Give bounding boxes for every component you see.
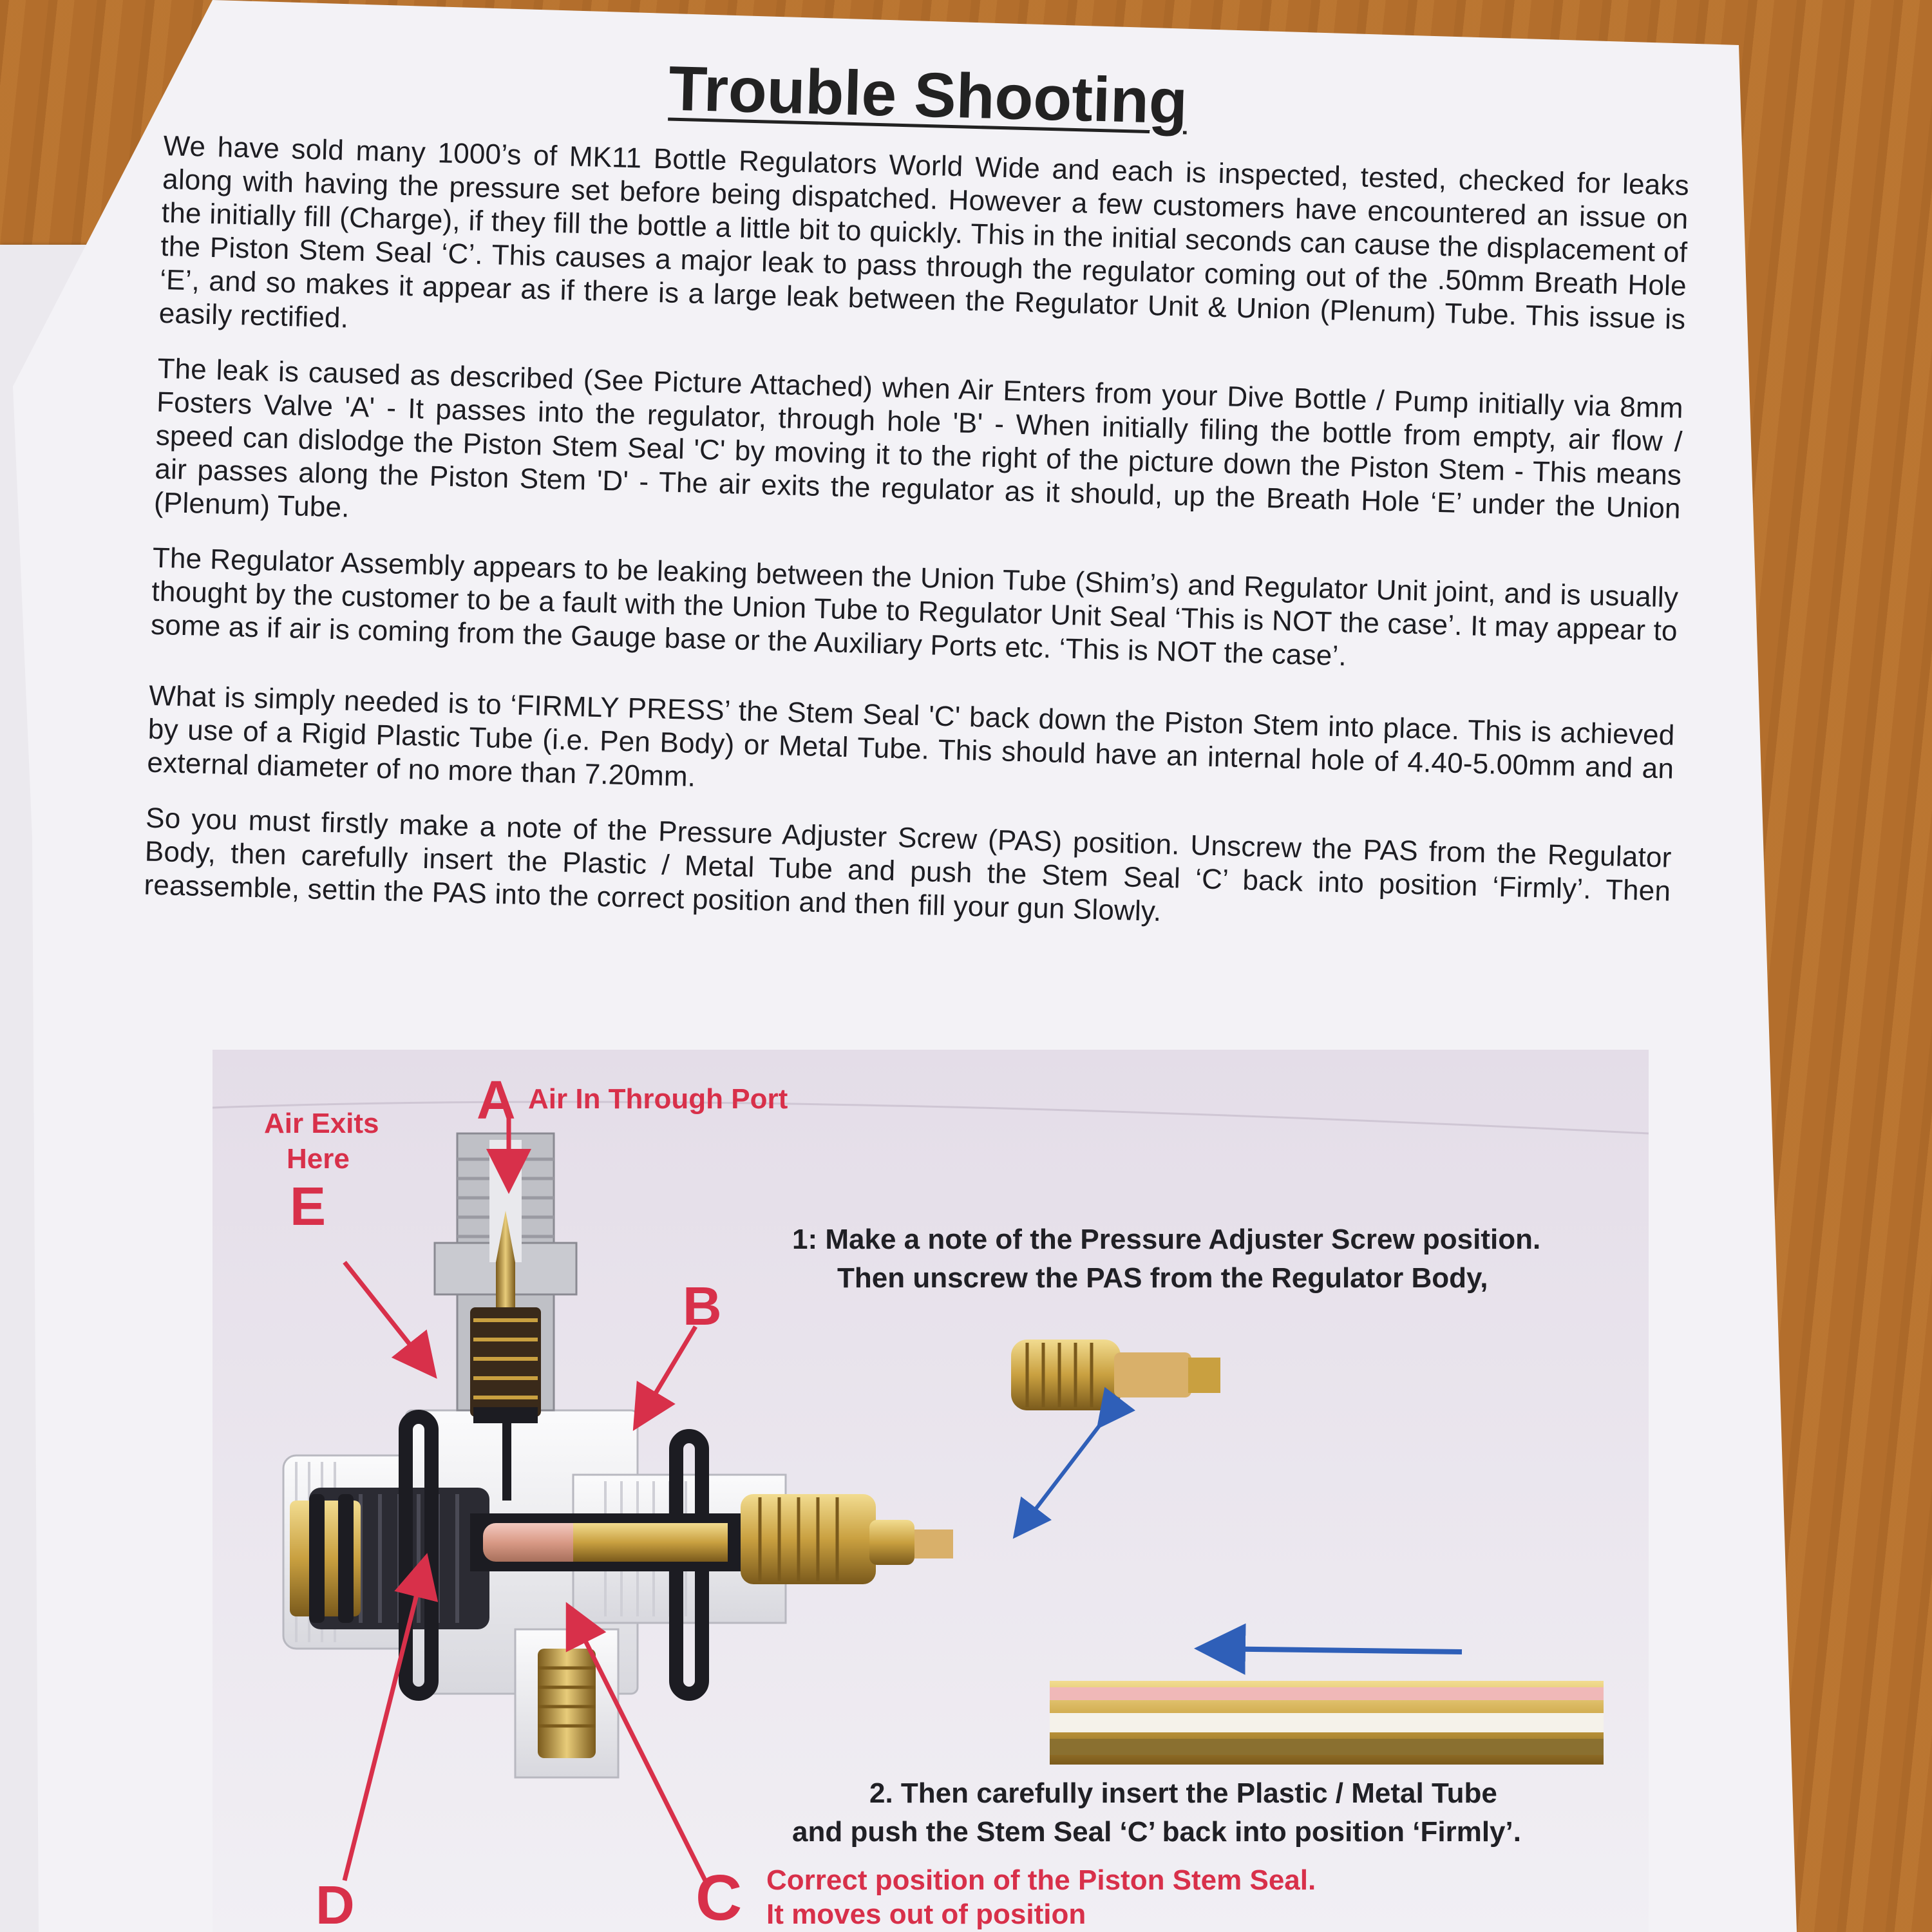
- document-content: [143, 39, 1692, 964]
- label-c: C: [696, 1862, 743, 1932]
- page-title: Trouble Shooting: [667, 52, 1189, 137]
- regulator-diagram: [213, 1050, 1649, 1932]
- label-c-text-line2: It moves out of position: [766, 1899, 1086, 1930]
- paragraph-cause: The leak is caused as described (See Picture Attached) when Air Enters from your Dive Bottle / Pump initially via 8mm Fosters Valve 'A' - It passes into the regulator, through hole 'B' - When initially filing the bottle from empty, air flow / speed can dislodge the Piston Stem Seal 'C' by moving it to the right of the picture down the Piston Stem - This means air passes along the Piston Stem 'D' - The air exits the regulator as it should, up the Breath Hole ‘E’ under the Union (Plenum) Tube.: [153, 352, 1684, 525]
- label-a-text: Air In Through Port: [528, 1083, 788, 1115]
- paragraph-symptom: The Regulator Assembly appears to be leaking between the Union Tube (Shim’s) and Regulator Unit joint, and is usually thought by the customer to be a fault with the Union Tube to Regulator Unit Seal ‘This is NOT the case’. It may appear to some as if air is coming from the Gauge base or the Auxiliary Ports etc. ‘This is NOT the case’.: [150, 542, 1679, 672]
- label-c-text-line1: Correct position of the Piston Stem Seal.: [766, 1864, 1316, 1896]
- label-e-line1: Air Exits: [264, 1108, 379, 1139]
- paragraph-intro: We have sold many 1000’s of MK11 Bottle Regulators World Wide and each is inspected, tested, checked for leaks along with having the pressure set before being dispatched. However a few customers have encountered an issue on the initially fill (Charge), if they fill the bottle a little bit to quickly. This in the initial seconds can cause the displacement of the Piston Stem Seal ‘C’. This causes a major leak to pass through the regulator coming out of the .50mm Breath Hole ‘E’, and so makes it appear as if there is a large leak between the Regulator Unit & Union (Plenum) Tube. This issue is easily rectified.: [158, 129, 1690, 336]
- label-e-line2: Here: [287, 1143, 350, 1175]
- step-1-line2: Then unscrew the PAS from the Regulator Body,: [837, 1262, 1488, 1294]
- label-a: A: [477, 1070, 516, 1130]
- step-2-line2: and push the Stem Seal ‘C’ back into position ‘Firmly’.: [792, 1816, 1521, 1848]
- paragraph-procedure: So you must firstly make a note of the Pressure Adjuster Screw (PAS) position. Unscrew the PAS from the Regulator Body, then carefully insert the Plastic / Metal Tube and push the Stem Seal ‘C’ back into position ‘Firmly’. Then reassemble, settin the PAS into the correct position and then fill your gun Slowly.: [143, 802, 1672, 927]
- label-e: E: [290, 1176, 327, 1236]
- label-b: B: [683, 1276, 722, 1336]
- paragraph-solution: What is simply needed is to ‘FIRMLY PRESS’ the Stem Seal 'C' back down the Piston Stem into place. This is achieved by use of a Rigid Plastic Tube (i.e. Pen Body) or Metal Tube. This should have an internal hole of 4.40-5.00mm and an external diameter of no more than 7.20mm.: [146, 679, 1676, 793]
- step-1-line1: 1: Make a note of the Pressure Adjuster Screw position.: [792, 1224, 1541, 1255]
- step-2-line1: 2. Then carefully insert the Plastic / Metal Tube: [869, 1777, 1497, 1809]
- label-d: D: [316, 1875, 355, 1932]
